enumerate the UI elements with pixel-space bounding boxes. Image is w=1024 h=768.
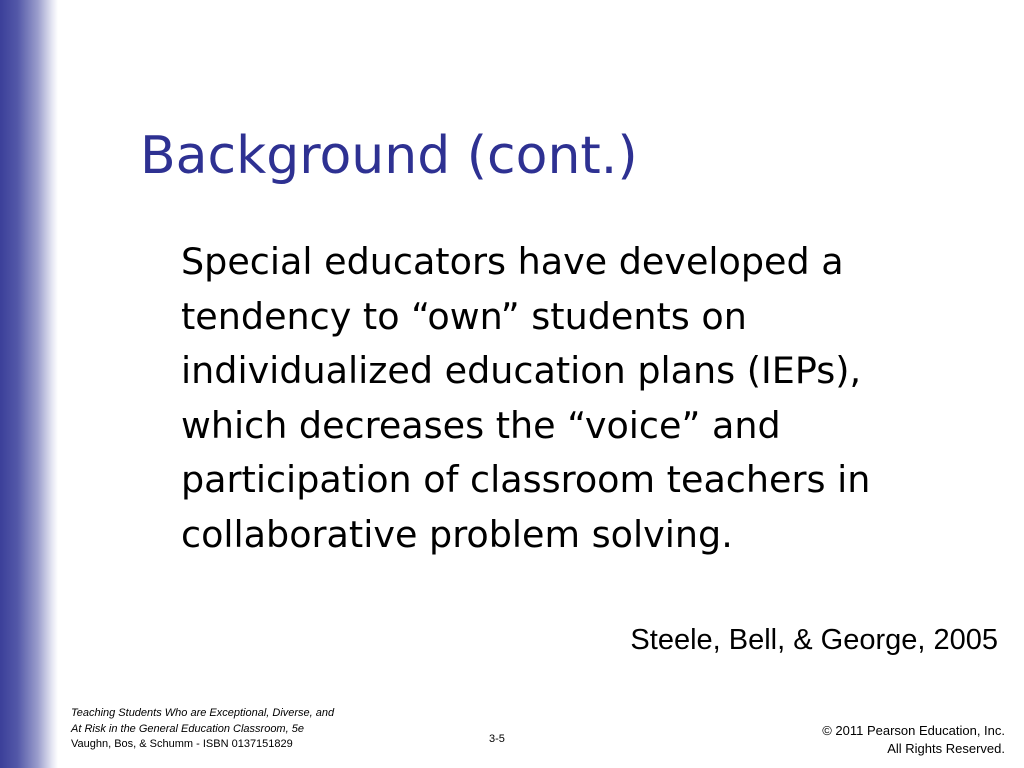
rights-text: All Rights Reserved. <box>887 740 1005 756</box>
footer-book-title-line2: At Risk in the General Education Classroom, 5e <box>71 722 304 735</box>
slide-title: Background (cont.) <box>140 126 638 186</box>
decorative-side-bar <box>0 0 58 768</box>
slide-body-text: Special educators have developed a tendency to “own” students on individualized education plans (IEPs), which decreases the “voice” and participation of classroom teachers in collaborative problem solving. <box>181 240 871 556</box>
footer-book-title-line1: Teaching Students Who are Exceptional, Diverse, and <box>71 707 335 719</box>
copyright-text: © 2011 Pearson Education, Inc. <box>822 723 1005 738</box>
footer-copyright <box>822 722 1005 757</box>
page-number: 3-5 <box>489 733 505 745</box>
footer-authors-isbn: Vaughn, Bos, & Schumm - ISBN 0137151829 <box>71 738 293 750</box>
citation: Steele, Bell, & George, 2005 <box>630 624 998 656</box>
footer-book-info <box>71 706 334 753</box>
